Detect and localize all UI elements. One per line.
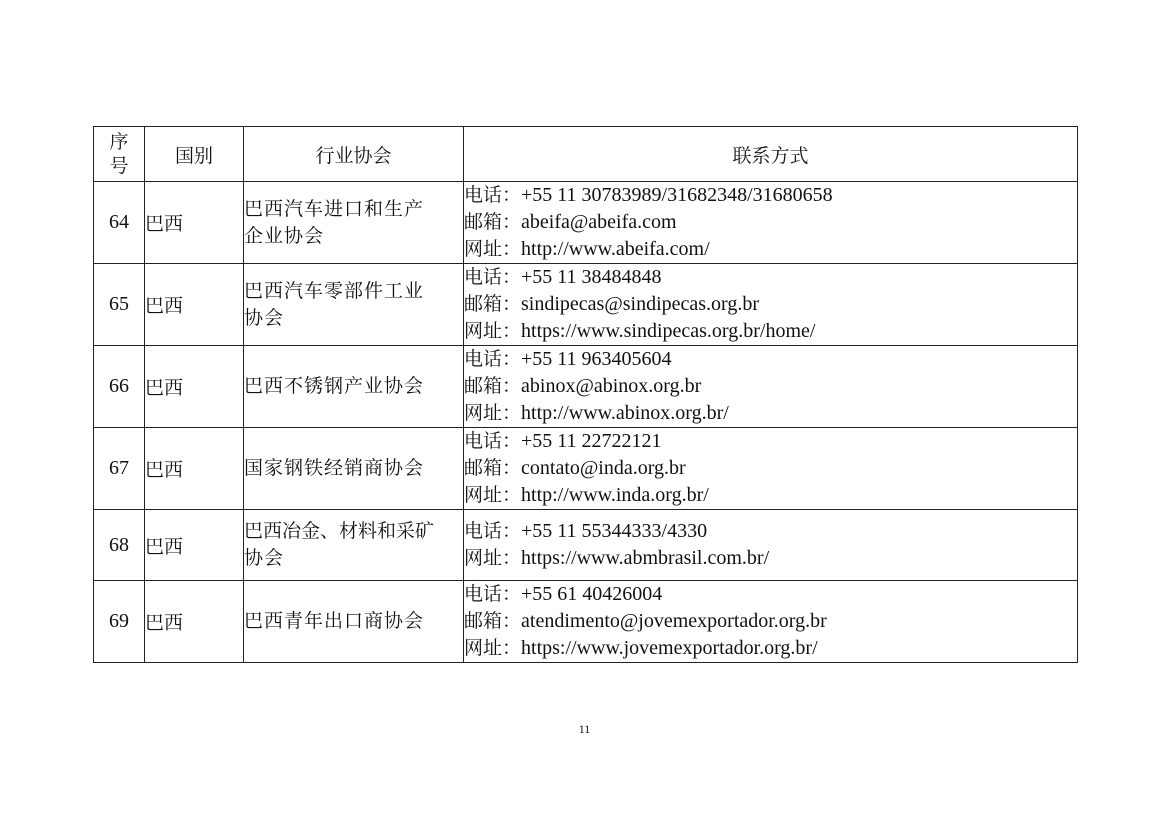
- row-country: 巴西: [145, 581, 244, 663]
- table-row: [94, 264, 1078, 346]
- association-line: 巴西不锈钢产业协会: [244, 375, 425, 397]
- contact-value: http://www.inda.org.br/: [521, 484, 709, 506]
- contact-website: [464, 236, 1077, 263]
- row-country: 巴西: [145, 264, 244, 346]
- contact-label: 网址：: [464, 637, 522, 659]
- table-row: [94, 510, 1078, 581]
- contact-value: +55 61 40426004: [521, 583, 663, 605]
- row-association: [244, 428, 464, 510]
- contact-label: 邮箱：: [464, 293, 522, 315]
- contact-website: [464, 482, 1077, 509]
- contact-phone: [464, 518, 1077, 545]
- header-association: 行业协会: [244, 127, 464, 182]
- row-country: 巴西: [145, 346, 244, 428]
- contact-value: https://www.abmbrasil.com.br/: [521, 547, 770, 569]
- table-row: [94, 182, 1078, 264]
- contact-website: [464, 318, 1077, 345]
- row-number: 67: [94, 428, 145, 510]
- contact-label: 网址：: [464, 547, 522, 569]
- row-association: [244, 182, 464, 264]
- contact-label: 网址：: [464, 402, 522, 424]
- row-contact: [464, 182, 1078, 264]
- association-line: 企业协会: [244, 224, 325, 247]
- contact-label: 网址：: [464, 320, 522, 342]
- association-line: 巴西汽车进口和生产: [244, 197, 425, 220]
- contact-email: [464, 291, 1077, 318]
- association-line: 协会: [244, 547, 285, 569]
- row-country: 巴西: [145, 510, 244, 581]
- contact-email: [464, 373, 1077, 400]
- row-contact: [464, 264, 1078, 346]
- association-line: 国家钢铁经销商协会: [244, 457, 425, 479]
- contact-value: +55 11 55344333/4330: [521, 520, 708, 542]
- contact-website: [464, 635, 1077, 662]
- contact-website: [464, 400, 1077, 427]
- row-association: [244, 264, 464, 346]
- row-country: 巴西: [145, 428, 244, 510]
- association-table: [93, 126, 1078, 663]
- contact-email: [464, 455, 1077, 482]
- contact-website: [464, 545, 1077, 572]
- table-header-row: [94, 127, 1078, 182]
- row-contact: [464, 428, 1078, 510]
- row-association: [244, 510, 464, 581]
- row-association: [244, 581, 464, 663]
- table-row: [94, 428, 1078, 510]
- contact-label: 电话：: [464, 348, 522, 370]
- association-line: 巴西青年出口商协会: [244, 610, 425, 632]
- contact-value: https://www.jovemexportador.org.br/: [521, 637, 818, 659]
- row-number: 68: [94, 510, 145, 581]
- row-number: 69: [94, 581, 145, 663]
- row-number: 65: [94, 264, 145, 346]
- contact-value: +55 11 963405604: [521, 348, 672, 370]
- row-number: 64: [94, 182, 145, 264]
- row-number: 66: [94, 346, 145, 428]
- contact-value: +55 11 22722121: [521, 430, 662, 452]
- contact-label: 电话：: [464, 520, 522, 542]
- contact-email: [464, 608, 1077, 635]
- contact-phone: [464, 428, 1077, 455]
- contact-label: 电话：: [464, 184, 522, 206]
- contact-value: +55 11 38484848: [521, 266, 662, 288]
- contact-value: abinox@abinox.org.br: [521, 375, 702, 397]
- contact-label: 网址：: [464, 484, 522, 506]
- contact-label: 电话：: [464, 430, 522, 452]
- contact-value: atendimento@jovemexportador.org.br: [521, 610, 827, 632]
- header-serial-number: [94, 127, 145, 182]
- contact-phone: [464, 264, 1077, 291]
- contact-phone: [464, 346, 1077, 373]
- contact-label: 邮箱：: [464, 375, 522, 397]
- contact-value: +55 11 30783989/31682348/31680658: [521, 184, 833, 206]
- row-contact: [464, 346, 1078, 428]
- header-serial-line2: 号: [109, 155, 129, 177]
- contact-value: contato@inda.org.br: [521, 457, 686, 479]
- row-contact: [464, 581, 1078, 663]
- contact-label: 邮箱：: [464, 211, 522, 233]
- contact-phone: [464, 182, 1077, 209]
- row-country: 巴西: [145, 182, 244, 264]
- row-association: [244, 346, 464, 428]
- contact-label: 电话：: [464, 266, 522, 288]
- contact-value: http://www.abeifa.com/: [521, 238, 710, 260]
- header-country: 国别: [145, 127, 244, 182]
- contact-email: [464, 209, 1077, 236]
- contact-phone: [464, 581, 1077, 608]
- header-contact: 联系方式: [464, 127, 1078, 182]
- association-line: 巴西汽车零部件工业: [244, 279, 425, 302]
- table-row: [94, 581, 1078, 663]
- table-row: [94, 346, 1078, 428]
- association-line: 巴西冶金、材料和采矿: [244, 520, 435, 542]
- contact-value: sindipecas@sindipecas.org.br: [521, 293, 760, 315]
- contact-value: http://www.abinox.org.br/: [521, 402, 729, 424]
- contact-label: 电话：: [464, 583, 522, 605]
- contact-label: 邮箱：: [464, 610, 522, 632]
- row-contact: [464, 510, 1078, 581]
- contact-value: abeifa@abeifa.com: [521, 211, 677, 233]
- header-serial-line1: 序: [109, 131, 129, 153]
- contact-label: 网址：: [464, 238, 522, 260]
- page-number: 11: [578, 722, 591, 736]
- association-line: 协会: [244, 306, 285, 329]
- contact-value: https://www.sindipecas.org.br/home/: [521, 320, 816, 342]
- contact-label: 邮箱：: [464, 457, 522, 479]
